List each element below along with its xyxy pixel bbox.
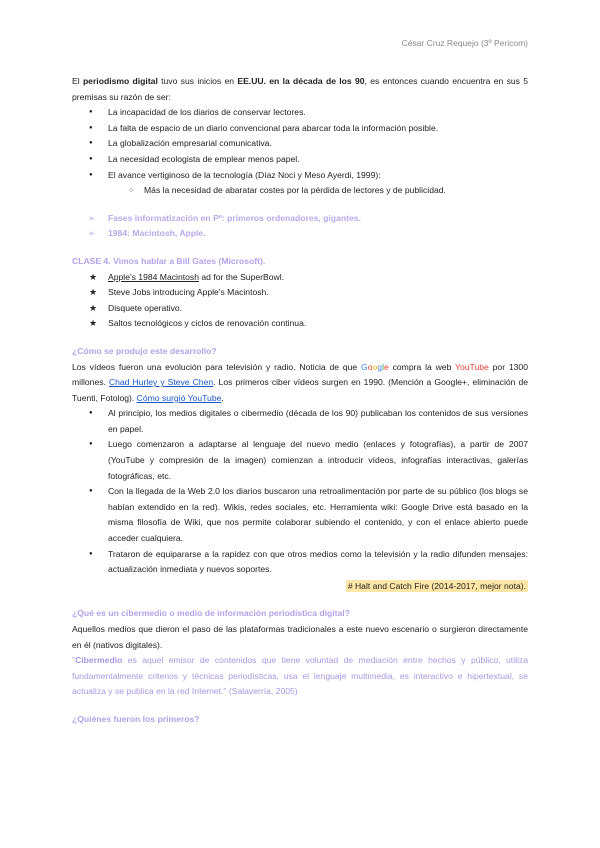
- halt-catch-fire-note: [72, 579, 528, 595]
- intro-text-2: tuvo sus inicios en: [157, 76, 238, 86]
- arrow-bullet-icon: ➢: [88, 228, 96, 239]
- list-item: [72, 301, 528, 317]
- primeros-heading: ¿Quiénes fueron los primeros?: [72, 713, 200, 724]
- list-item: ● La falta de espacio de un diario convencional para abarcar toda la información posible.: [72, 121, 528, 137]
- intro-text-1: El: [72, 76, 83, 86]
- desarrollo-text-2: compra la web: [388, 361, 456, 372]
- quote-open: ": [72, 655, 76, 666]
- fases-text: 1984: Macintosh, Apple.: [108, 228, 206, 239]
- list-item: ● La incapacidad de los diarios de conservar lectores.: [72, 105, 528, 121]
- list-item: [72, 316, 528, 332]
- cibermedio-quote: [72, 653, 528, 700]
- highlighted-note: # Halt and Catch Fire (2014-2017, mejor nota).: [347, 580, 526, 591]
- fases-item: [72, 226, 528, 242]
- intro-paragraph: [72, 74, 528, 105]
- fases-list: [72, 211, 528, 242]
- desarrollo-text-4: . Los primeros ciber vídeos surgen en 1990. (Mención a Google+, eliminación de Tuenti, Fotolog).: [72, 377, 528, 403]
- list-item: [72, 285, 528, 301]
- google-wordmark: Google: [361, 361, 389, 372]
- desarrollo-text-1: Los vídeos fueron una evolución para televisión y radio. Noticia de que: [72, 361, 362, 372]
- sub-premisa-list: [72, 183, 528, 199]
- list-item-text: Saltos tecnológicos y ciclos de renovación continua.: [108, 318, 307, 329]
- desarrollo-text-5: .: [221, 392, 224, 403]
- list-item: ● Trataron de equipararse a la rapidez con que otros medios como la televisión y la radio difunden mensajes: actualización inmediata y nuevos soportes.: [72, 547, 528, 578]
- list-item: ● Al principio, los medios digitales o cibermedio (década de los 90) publicaban los contenidos de sus versiones en papel.: [72, 406, 528, 437]
- clase4-heading: CLASE 4. Vimos hablar a Bill Gates (Microsoft).: [72, 255, 266, 266]
- intro-text-3: , es entonces cuando encuentra en sus 5 premisas su razón de ser:: [72, 76, 529, 102]
- list-item: ● La necesidad ecologista de emplear menos papel.: [72, 152, 528, 168]
- fases-item: [72, 211, 528, 227]
- desarrollo-list: [72, 406, 528, 578]
- fases-text: Fases informatización en Pº: primeros ordenadores, gigantes.: [108, 212, 361, 223]
- arrow-bullet-icon: ➢: [88, 212, 96, 223]
- como-surgio-youtube-link[interactable]: Cómo surgió YouTube: [136, 392, 222, 403]
- premisas-list: [72, 105, 528, 183]
- list-item: ● Luego comenzaron a adaptarse al lenguaje del nuevo medio (enlaces y fotografías), a partir de 2007 (YouTube y compresión de la imagen) comienzan a introducir vídeos, infografías interactivas, galerías fotográficas, etc.: [72, 437, 528, 484]
- list-item: ○ Más la necesidad de abaratar costes por la pérdida de lectores y de publicidad.: [72, 183, 528, 199]
- star-bullet-icon: ★: [89, 318, 98, 329]
- document-body: [72, 74, 528, 728]
- desarrollo-paragraph: [72, 360, 528, 407]
- page-header-author: César Cruz Requejo (3º Pericom): [401, 38, 528, 48]
- list-item-text: Steve Jobs introducing Apple's Macintosh.: [108, 287, 269, 298]
- macintosh-ad-link[interactable]: Apple's 1984 Macintosh: [108, 271, 199, 282]
- intro-bold-1: periodismo digital: [82, 76, 158, 86]
- desarrollo-heading: ¿Cómo se produjo este desarrollo?: [72, 345, 217, 356]
- list-item: [72, 270, 528, 286]
- desarrollo-text-3: por 1300 millones.: [72, 361, 528, 388]
- star-bullet-icon: ★: [89, 287, 98, 298]
- cibermedio-heading: ¿Qué es un cibermedio o medio de información periodística digital?: [72, 608, 350, 619]
- star-bullet-icon: ★: [89, 271, 98, 282]
- star-bullet-icon: ★: [89, 302, 98, 313]
- quote-text: es aquel emisor de contenidos que tiene voluntad de mediación entre hechos y público, utiliza fundamentalmente criterios y técnicas periodísticas, usa el lenguaje multimedia, es interactivo e hipertextual, se actualiza y se publica en la red Internet." (Salaverría, 2005): [72, 655, 528, 697]
- list-item: ● La globalización empresarial comunicativa.: [72, 136, 528, 152]
- clase4-list: [72, 270, 528, 332]
- quote-bold-term: Cibermedio: [75, 655, 123, 666]
- cibermedio-paragraph: Aquellos medios que dieron el paso de las plataformas tradicionales a este nuevo escenario o surgieron directamente en él (nativos digitales).: [72, 624, 528, 650]
- list-item-text: Disquete operativo.: [108, 302, 183, 313]
- list-item-text: ad for the SuperBowl.: [198, 271, 285, 282]
- youtube-wordmark: YouTube: [455, 361, 489, 372]
- list-item: ● Con la llegada de la Web 2.0 los diarios buscaron una retroalimentación por parte de su público (los blogs se habían extendido en la red). Wikis, redes sociales, etc. Herramienta wiki: Google Drive está basado en la misma filosofía de Wiki, que nos permite colaborar subiendo el contenido, y con el enlace abierto puede acceder cualquiera.: [72, 484, 528, 546]
- chad-hurley-link[interactable]: Chad Hurley y Steve Chen: [108, 377, 214, 388]
- intro-bold-2: EE.UU. en la década de los 90: [237, 76, 365, 86]
- list-item: ● El avance vertiginoso de la tecnología (Díaz Noci y Meso Ayerdi, 1999):: [72, 168, 528, 184]
